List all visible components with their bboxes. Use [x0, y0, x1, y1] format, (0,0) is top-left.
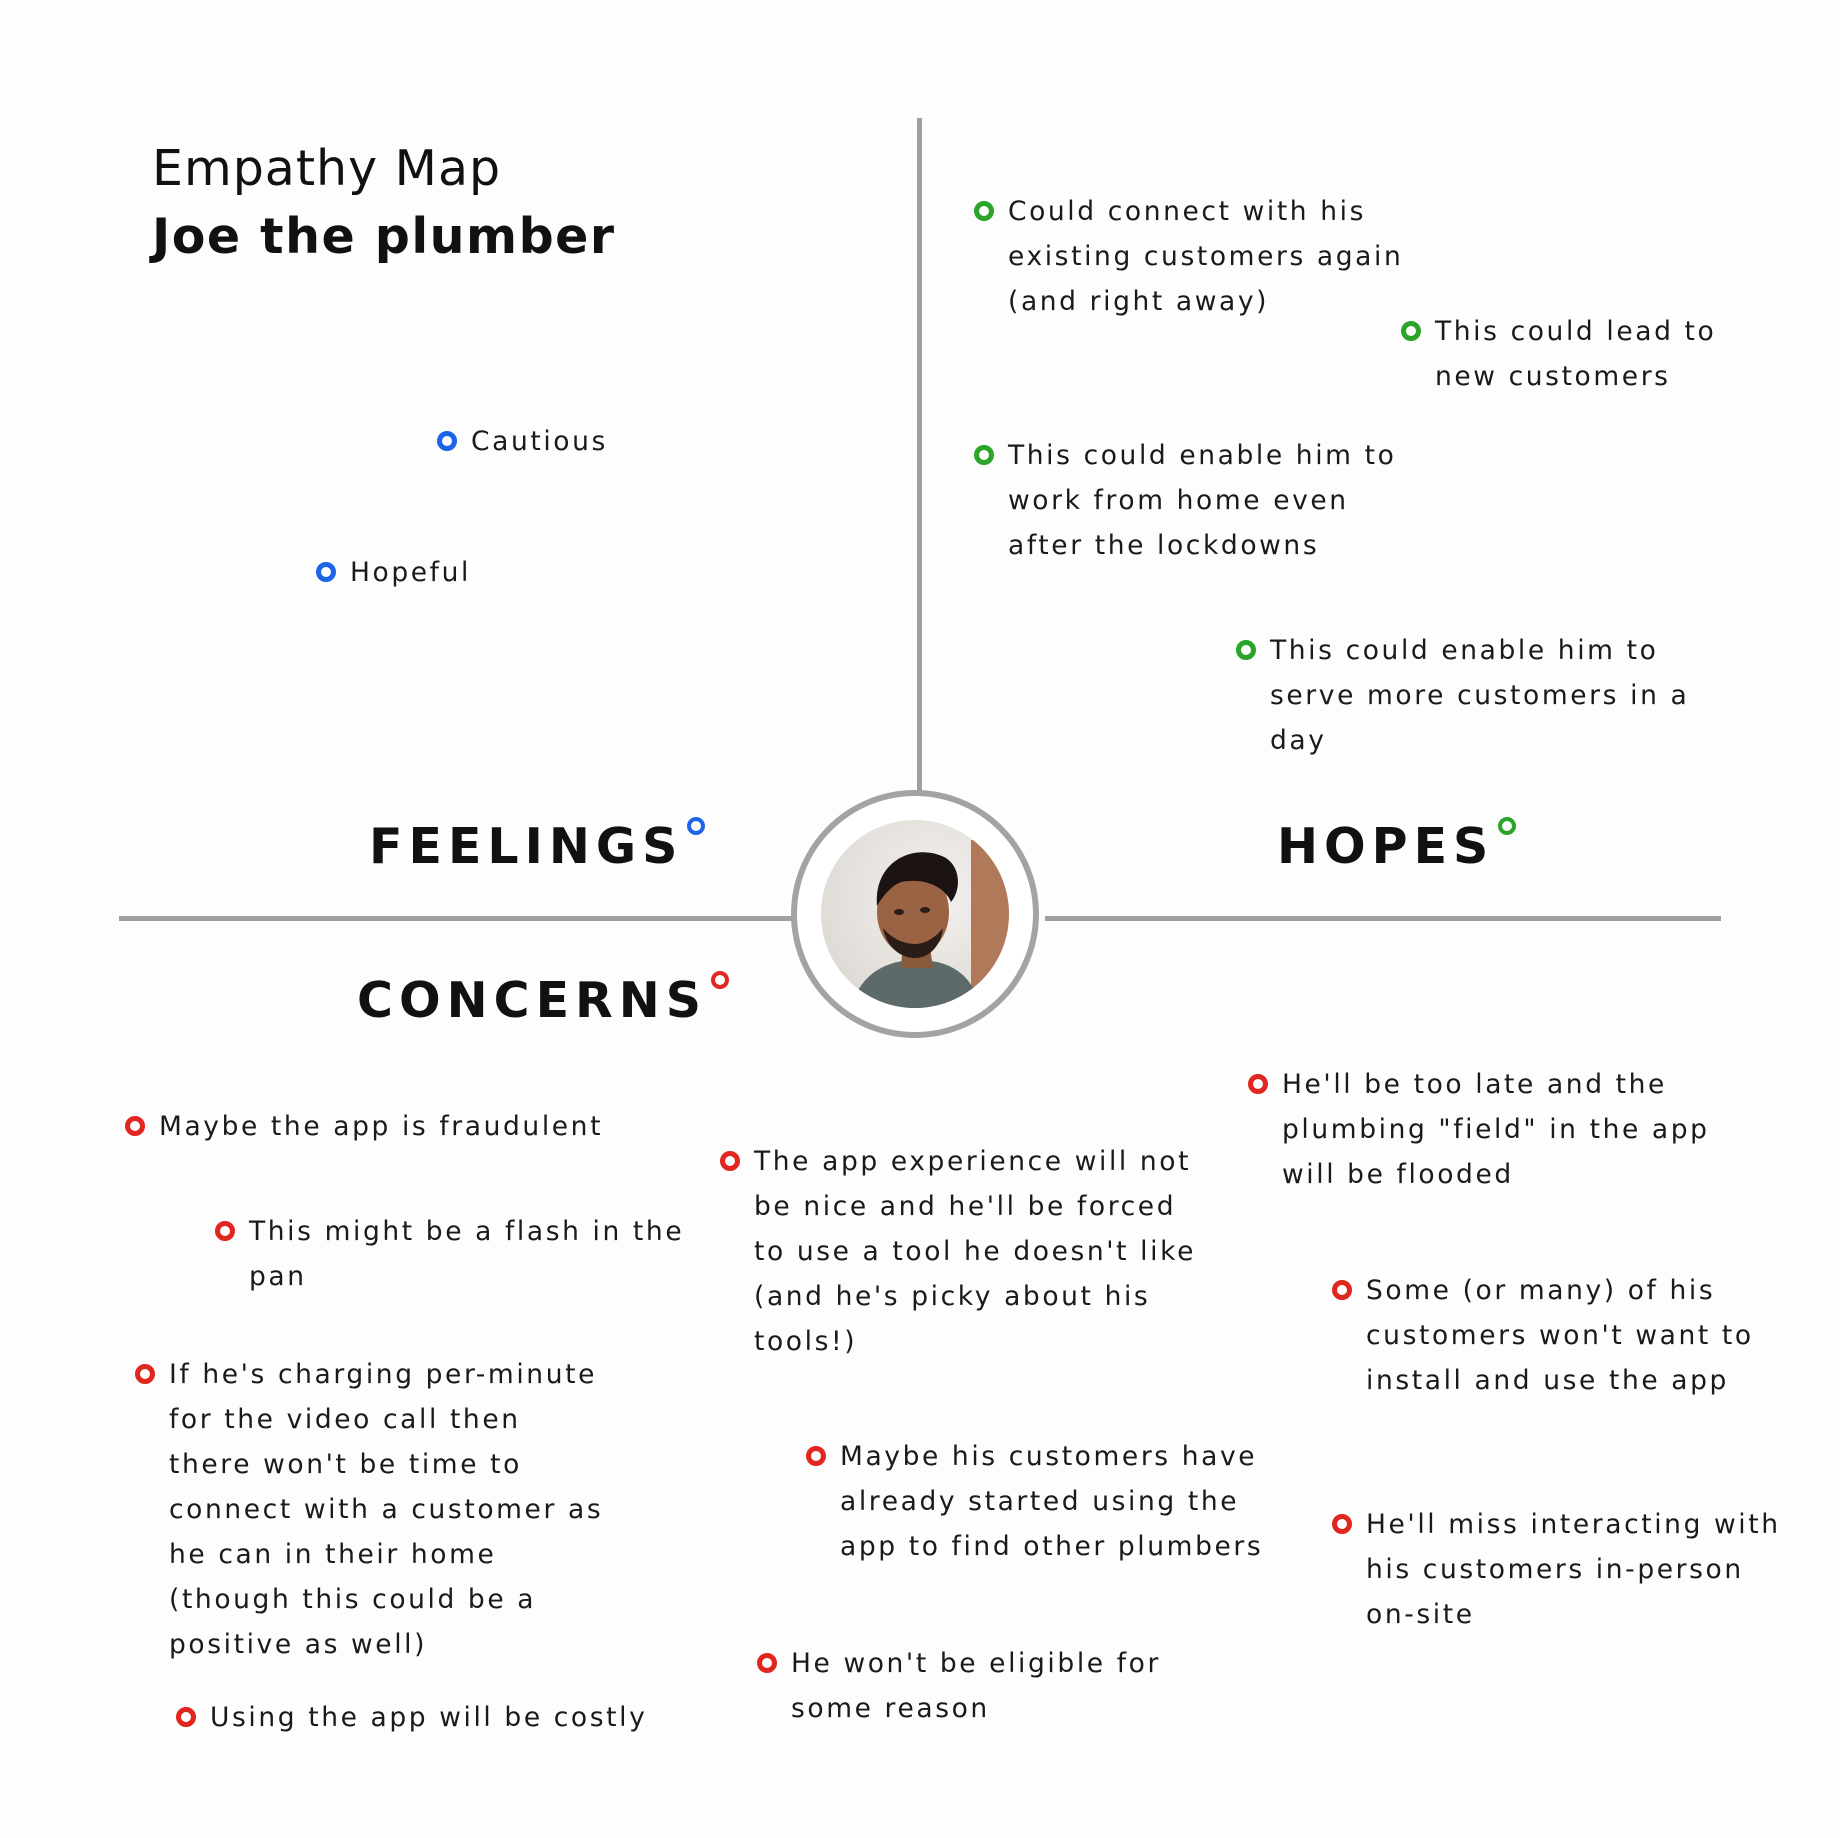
concern-bullet-icon: [1248, 1074, 1268, 1094]
feelings-dot-icon: [687, 817, 705, 835]
concern-item: He won't be eligible for some reason: [791, 1641, 1191, 1731]
concern-bullet-icon: [176, 1707, 196, 1727]
person-portrait-icon: [821, 820, 1009, 1008]
concern-bullet-icon: [1332, 1280, 1352, 1300]
concern-bullet-icon: [215, 1221, 235, 1241]
concern-bullet-icon: [757, 1653, 777, 1673]
feeling-bullet-icon: [437, 431, 457, 451]
horizontal-axis-left: [119, 916, 795, 921]
persona-name: Joe the plumber: [152, 208, 616, 265]
hope-item: This could lead to new customers: [1435, 309, 1755, 399]
concern-item: This might be a flash in the pan: [249, 1209, 689, 1299]
vertical-axis: [917, 118, 922, 793]
hopes-heading-label: HOPES: [1277, 818, 1495, 875]
concern-item: Maybe the app is fraudulent: [159, 1104, 629, 1149]
concern-item: Using the app will be costly: [210, 1695, 680, 1740]
hope-bullet-icon: [974, 201, 994, 221]
hope-bullet-icon: [974, 445, 994, 465]
concern-bullet-icon: [720, 1151, 740, 1171]
concern-item: He'll miss interacting with his customers in-person on-site: [1366, 1502, 1786, 1637]
feeling-item: Cautious: [471, 419, 771, 464]
hope-item: Could connect with his existing customers again (and right away): [1008, 189, 1408, 324]
feeling-item: Hopeful: [350, 550, 650, 595]
title-block: [152, 135, 616, 271]
concerns-heading-label: CONCERNS: [357, 972, 708, 1029]
concerns-dot-icon: [711, 971, 729, 989]
concern-bullet-icon: [135, 1364, 155, 1384]
avatar: [791, 790, 1039, 1038]
feeling-bullet-icon: [316, 562, 336, 582]
hopes-dot-icon: [1498, 817, 1516, 835]
concern-item: Maybe his customers have already started using the app to find other plumbers: [840, 1434, 1280, 1569]
concern-bullet-icon: [125, 1116, 145, 1136]
concern-bullet-icon: [806, 1446, 826, 1466]
concern-item: The app experience will not be nice and he'll be forced to use a tool he doesn't like (and he's picky about his tools!): [754, 1139, 1204, 1364]
concerns-heading: [357, 971, 729, 1031]
hope-item: This could enable him to serve more customers in a day: [1270, 628, 1740, 763]
concern-bullet-icon: [1332, 1514, 1352, 1534]
concern-item: Some (or many) of his customers won't want to install and use the app: [1366, 1268, 1766, 1403]
hope-item: This could enable him to work from home even after the lockdowns: [1008, 433, 1428, 568]
hope-bullet-icon: [1401, 321, 1421, 341]
map-title: Empathy Map: [152, 140, 502, 197]
feelings-heading-label: FEELINGS: [369, 818, 684, 875]
hopes-heading: [1277, 817, 1516, 877]
hope-bullet-icon: [1236, 640, 1256, 660]
concern-item: If he's charging per-minute for the video call then there won't be time to connect with a customer as he can in their home (though this could be a positive as well): [169, 1352, 609, 1667]
horizontal-axis-right: [1045, 916, 1721, 921]
feelings-heading: [369, 817, 705, 877]
concern-item: He'll be too late and the plumbing "field" in the app will be flooded: [1282, 1062, 1722, 1197]
